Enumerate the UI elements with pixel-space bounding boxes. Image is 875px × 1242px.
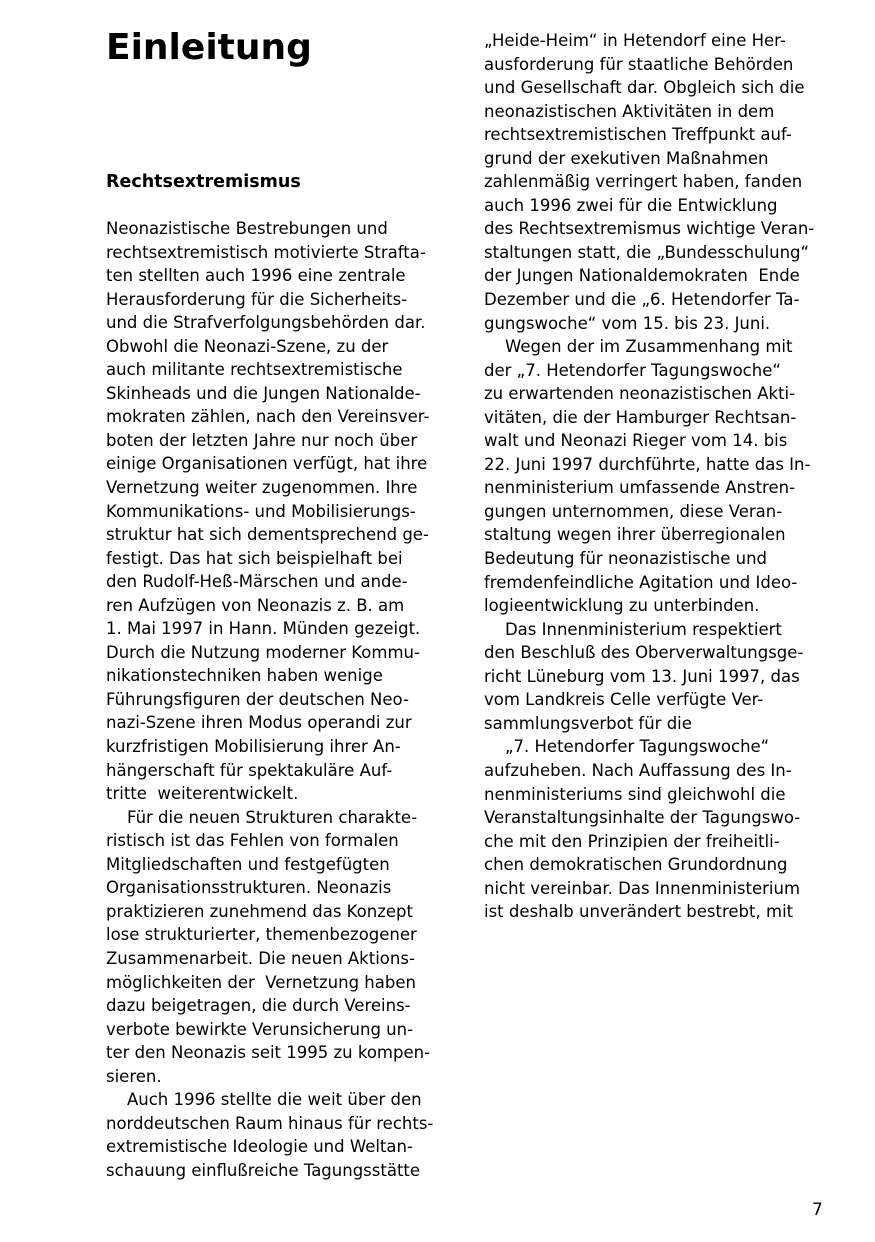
text-line: ren Aufzügen von Neonazis z. B. am bbox=[106, 595, 405, 615]
text-line: tritte weiterentwickelt. bbox=[106, 784, 299, 804]
text-line: den Rudolf-Heß-Märschen und ande- bbox=[106, 572, 408, 592]
text-line: der Jungen Nationaldemokraten Ende bbox=[484, 266, 800, 286]
text-line: Veranstaltungsinhalte der Tagungswo- bbox=[484, 808, 801, 828]
text-line: ten stellten auch 1996 eine zentrale bbox=[106, 266, 406, 286]
text-line: kurzfristigen Mobilisierung ihrer An- bbox=[106, 737, 401, 757]
text-line: Kommunikations- und Mobilisierungs- bbox=[106, 501, 416, 521]
page-number: 7 bbox=[812, 1200, 823, 1220]
text-line: nazi-Szene ihren Modus operandi zur bbox=[106, 713, 412, 733]
text-line: ristisch ist das Fehlen von formalen bbox=[106, 831, 399, 851]
text-line: vom Landkreis Celle verfügte Ver- bbox=[484, 690, 764, 710]
left-text-column bbox=[106, 217, 433, 1182]
text-line: „Heide-Heim“ in Hetendorf eine Her- bbox=[484, 31, 786, 50]
text-line: Das Innenministerium respektiert bbox=[484, 619, 782, 639]
text-line: verbote bewirkte Verunsicherung un- bbox=[106, 1019, 414, 1039]
text-line: ter den Neonazis seit 1995 zu kompen- bbox=[106, 1043, 431, 1063]
text-line: grund der exekutiven Maßnahmen bbox=[484, 148, 769, 168]
text-line: einige Organisationen verfügt, hat ihre bbox=[106, 454, 428, 474]
text-line: nenministeriums sind gleichwohl die bbox=[484, 784, 786, 804]
right-text-column bbox=[484, 29, 814, 924]
text-line: nenministerium umfassende Anstren- bbox=[484, 478, 796, 498]
text-line: Herausforderung für die Sicherheits- bbox=[106, 289, 408, 309]
text-line: norddeutschen Raum hinaus für rechts- bbox=[106, 1113, 434, 1133]
text-line: richt Lüneburg vom 13. Juni 1997, das bbox=[484, 666, 800, 686]
text-line: Wegen der im Zusammenhang mit bbox=[484, 337, 793, 357]
text-line: hängerschaft für spektakuläre Auf- bbox=[106, 760, 393, 780]
text-line: Zusammenarbeit. Die neuen Aktions- bbox=[106, 948, 415, 968]
text-line: struktur hat sich dementsprechend ge- bbox=[106, 525, 429, 545]
text-line: „7. Hetendorfer Tagungswoche“ bbox=[484, 737, 770, 757]
text-line: ausforderung für staatliche Behörden bbox=[484, 54, 794, 74]
text-line: dazu beigetragen, die durch Vereins- bbox=[106, 996, 411, 1016]
text-line: auch militante rechtsextremistische bbox=[106, 360, 403, 380]
text-line: Mitgliedschaften und festgefügten bbox=[106, 854, 390, 874]
section-heading: Rechtsextremismus bbox=[106, 172, 301, 192]
text-line: Führungsfiguren der deutschen Neo- bbox=[106, 689, 409, 709]
page-title: Einleitung bbox=[106, 27, 312, 68]
text-line: neonazistischen Aktivitäten in dem bbox=[484, 101, 775, 121]
text-line: Neonazistische Bestrebungen und bbox=[106, 219, 388, 238]
text-line: Skinheads und die Jungen Nationalde- bbox=[106, 383, 421, 403]
text-line: sammlungsverbot für die bbox=[484, 713, 692, 733]
text-line: Durch die Nutzung moderner Kommu- bbox=[106, 642, 420, 662]
text-line: möglichkeiten der Vernetzung haben bbox=[106, 972, 416, 992]
text-line: lose strukturierter, themenbezogener bbox=[106, 925, 417, 945]
text-line: 1. Mai 1997 in Hann. Münden gezeigt. bbox=[106, 619, 421, 639]
text-line: 22. Juni 1997 durchführte, hatte das In- bbox=[484, 454, 811, 474]
text-line: staltung wegen ihrer überregionalen bbox=[484, 525, 786, 545]
text-line: und Gesellschaft dar. Obgleich sich die bbox=[484, 78, 805, 98]
text-line: des Rechtsextremismus wichtige Veran- bbox=[484, 219, 815, 239]
text-line: nicht vereinbar. Das Innenministerium bbox=[484, 878, 801, 898]
text-line: vitäten, die der Hamburger Rechtsan- bbox=[484, 407, 797, 427]
text-line: Organisationsstrukturen. Neonazis bbox=[106, 878, 392, 898]
text-line: zu erwartenden neonazistischen Akti- bbox=[484, 384, 796, 404]
text-line: aufzuheben. Nach Auffassung des In- bbox=[484, 760, 792, 780]
text-line: schauung einflußreiche Tagungsstätte bbox=[106, 1160, 421, 1180]
text-line: auch 1996 zwei für die Entwicklung bbox=[484, 195, 778, 215]
text-line: mokraten zählen, nach den Vereinsver- bbox=[106, 407, 430, 427]
text-line: extremistische Ideologie und Weltan- bbox=[106, 1137, 413, 1157]
text-line: zahlenmäßig verringert haben, fanden bbox=[484, 172, 803, 192]
text-line: der „7. Hetendorfer Tagungswoche“ bbox=[484, 360, 781, 380]
text-line: gungswoche“ vom 15. bis 23. Juni. bbox=[484, 313, 771, 333]
text-line: Vernetzung weiter zugenommen. Ihre bbox=[106, 478, 418, 498]
text-line: festigt. Das hat sich beispielhaft bei bbox=[106, 548, 403, 568]
text-line: rechtsextremistischen Treffpunkt auf- bbox=[484, 125, 792, 145]
text-line: Auch 1996 stellte die weit über den bbox=[106, 1090, 422, 1110]
text-line: staltungen statt, die „Bundesschulung“ bbox=[484, 242, 810, 262]
text-line: ist deshalb unverändert bestrebt, mit bbox=[484, 902, 794, 922]
text-line: che mit den Prinzipien der freiheitli- bbox=[484, 831, 780, 851]
text-line: chen demokratischen Grundordnung bbox=[484, 855, 788, 875]
text-line: Für die neuen Strukturen charakte- bbox=[106, 807, 418, 827]
text-line: nikationstechniken haben wenige bbox=[106, 666, 383, 686]
text-line: Dezember und die „6. Hetendorfer Ta- bbox=[484, 290, 800, 310]
text-line: boten der letzten Jahre nur noch über bbox=[106, 430, 418, 450]
text-line: den Beschluß des Oberverwaltungsge- bbox=[484, 643, 804, 663]
text-line: praktizieren zunehmend das Konzept bbox=[106, 901, 413, 921]
text-line: rechtsextremistisch motivierte Strafta- bbox=[106, 242, 426, 262]
text-line: sieren. bbox=[106, 1066, 162, 1086]
text-line: gungen unternommen, diese Veran- bbox=[484, 501, 783, 521]
text-line: und die Strafverfolgungsbehörden dar. bbox=[106, 313, 426, 333]
text-line: Obwohl die Neonazi-Szene, zu der bbox=[106, 336, 389, 356]
text-line: fremdenfeindliche Agitation und Ideo- bbox=[484, 572, 798, 592]
text-line: walt und Neonazi Rieger vom 14. bis bbox=[484, 431, 788, 451]
text-line: Bedeutung für neonazistische und bbox=[484, 549, 768, 569]
text-line: logieentwicklung zu unterbinden. bbox=[484, 596, 760, 616]
